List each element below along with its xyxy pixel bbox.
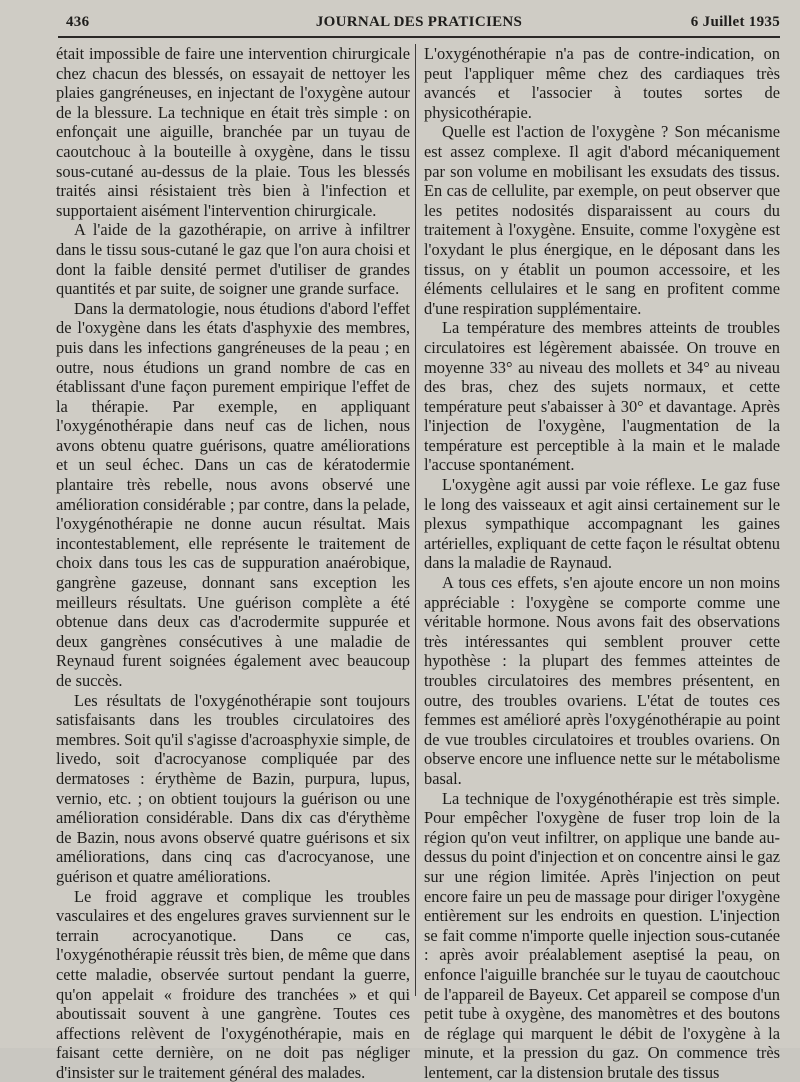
- paragraph: La technique de l'oxygénothérapie est très simple. Pour empêcher l'oxygène de fuser trop loin de la région qu'on veut infiltrer, on applique une bande au-dessus du point d'injection et on concentre ainsi le gaz sur une région limitée. Après l'injection on peut encore faire un peu de massage pour diriger l'oxygène entièrement sur les endroits en question. L'injection se fait comme n'importe quelle injection sous-cutanée : après avoir préalablement aseptisé la peau, on enfonce l'aiguille branchée sur le tuyau de caoutchouc de l'appareil de Bayeux. Cet appareil se compose d'un petit tube à oxygène, des manomètres et des boutons de réglage qui marquent le débit de l'oxygène à la minute, et la pression du gaz. On commence très lentement, car la distension brutale des tissus: [424, 788, 780, 1082]
- left-column: [56, 44, 410, 1082]
- issue-date: 6 Juillet 1935: [690, 14, 780, 30]
- paragraph: Les résultats de l'oxygénothérapie sont toujours satisfaisants dans les troubles circulatoires des membres. Soit qu'il s'agisse d'acroasphyxie simple, de livedo, soit d'acrocyanose compliquée par des dermatoses : érythème de Bazin, purpura, lupus, vernio, etc. ; on obtient toujours la guérison ou une amélioration considérable. Dans dix cas d'érythème de Bazin, nous avons observé quatre guérisons et six améliorations, dans cinq cas d'acrocyanose, une guérison et quatre améliorations.: [56, 690, 410, 886]
- page-number: 436: [66, 14, 90, 30]
- paragraph: L'oxygénothérapie n'a pas de contre-indication, on peut l'appliquer même chez des cardiaques très avancés et l'associer à toutes sortes de physicothérapie.: [424, 44, 780, 122]
- paragraph: Le froid aggrave et complique les troubles vasculaires et des engelures graves surviennent sur le terrain acrocyanotique. Dans ce cas, l'oxygénothérapie réussit très bien, de même que dans cette maladie, observée surtout pendant la guerre, qu'on appelait « froidure des tranchées » et qui aboutissait souvent à une gangrène. Toutes ces affections relèvent de l'oxygénothérapie, mais en faisant cette dernière, on ne doit pas négliger d'insister sur le traitement général des malades.: [56, 886, 410, 1082]
- paragraph: Dans la dermatologie, nous étudions d'abord l'effet de l'oxygène dans les états d'asphyxie des membres, puis dans les infections gangréneuses de la peau ; en outre, nous étudions un grand nombre de cas en établissant d'une façon purement empirique l'effet de la thérapie. Par exemple, en appliquant l'oxygénothérapie dans neuf cas de lichen, nous avons obtenu quatre guérisons, quatre améliorations et un seul échec. Dans un cas de kératodermie plantaire très rebelle, nous avons observé une amélioration considérable ; par contre, dans la pelade, l'oxygénothérapie ne donne aucun résultat. Mais incontestablement, elle représente le traitement de choix dans tous les cas de suppuration anaérobique, gangrène gazeuse, donnant sans exception les meilleurs résultats. Une guérison complète a été obtenue dans deux cas d'acrodermite suppurée et deux gangrènes consécutives à une maladie de Reynaud furent soignées également avec beaucoup de succès.: [56, 298, 410, 690]
- paragraph: A l'aide de la gazothérapie, on arrive à infiltrer dans le tissu sous-cutané le gaz que l'on aura choisi et dont la faible densité permet d'utiliser de grandes quantités et par suite, de soigner une grande surface.: [56, 220, 410, 299]
- header-rule: [58, 36, 780, 38]
- right-column: [424, 44, 780, 1082]
- paragraph: était impossible de faire une intervention chirurgicale chez chacun des blessés, on essayait de nettoyer les plaies gangréneuses, en injectant de l'oxygène autour de la blessure. La technique en était très simple : on enfonçait une aiguille, branchée par un tuyau de caoutchouc à la bouteille à oxygène, dans le tissu sous-cutané au-dessus de la plaie. Tous les blessés traités ainsi résistaient très bien à l'infection et supportaient aisément l'intervention chirurgicale.: [56, 44, 410, 220]
- paragraph: A tous ces effets, s'en ajoute encore un non moins appréciable : l'oxygène se comporte comme une véritable hormone. Nous avons fait des observations très intéressantes qui semblent prouver cette hypothèse : la plupart des femmes atteintes de troubles circulatoires des membres présentent, en outre, des troubles ovariens. L'état de toutes ces femmes est amélioré après l'oxygénothérapie au point de vue troubles circulatoires et troubles ovariens. On observe encore une influence nette sur le métabolisme basal.: [424, 573, 780, 788]
- running-header: [58, 14, 780, 36]
- journal-title: JOURNAL DES PRATICIENS: [315, 14, 523, 30]
- column-divider: [415, 44, 416, 996]
- paragraph: Quelle est l'action de l'oxygène ? Son mécanisme est assez complexe. Il agit d'abord mécaniquement par son volume en mobilisant les exsudats des tissus. En cas de cellulite, par exemple, on peut observer que les petites nodosités disparaissent au cours du traitement à l'oxygène. Ensuite, comme l'oxygène est l'oxydant le plus énergique, en le déposant dans les tissus, on y établit un poumon accessoire, et les éléments cellulaires et le sang en profitent comme d'une respiration supplémentaire.: [424, 122, 780, 318]
- paragraph: L'oxygène agit aussi par voie réflexe. Le gaz fuse le long des vaisseaux et agit ainsi certainement sur le plexus sympathique accompagnant les gaines artérielles, expliquant de cette façon le résultat obtenu dans la maladie de Raynaud.: [424, 475, 780, 573]
- paragraph: La température des membres atteints de troubles circulatoires est légèrement abaissée. On trouve en moyenne 33° au niveau des mollets et 34° au niveau des bras, chez des sujets normaux, et cette température peut s'abaisser à 30° et davantage. Après l'injection de l'oxygène, l'augmentation de la température est perceptible à la main et le malade l'accuse spontanément.: [424, 318, 780, 475]
